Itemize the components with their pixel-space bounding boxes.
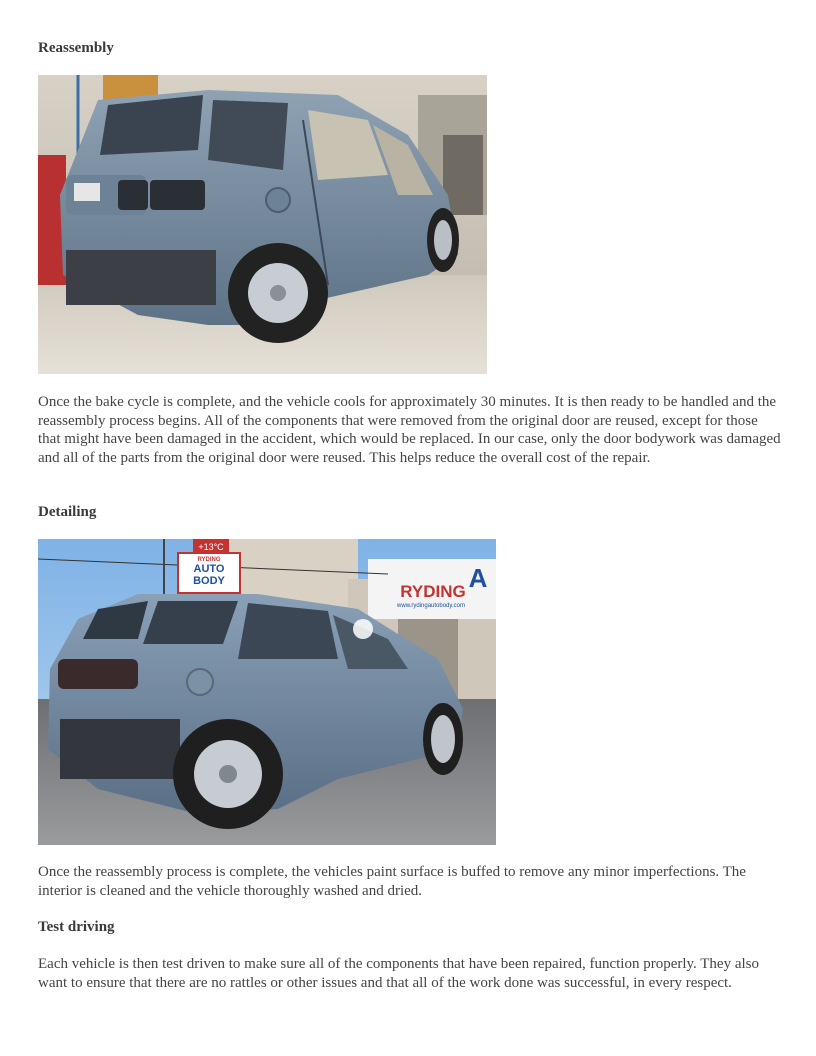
paragraph-test-driving: Each vehicle is then test driven to make sure all of the components that have been repaired, function properly. They also want to ensure that there are no rattles or other issues and that all of the work done was successful, in every respect. xyxy=(38,956,760,991)
heading-test-driving: Test driving xyxy=(38,919,115,935)
photo-detailing-car-outside-shop xyxy=(38,539,496,845)
building-sign-letter: A xyxy=(468,563,488,593)
heading-reassembly: Reassembly xyxy=(38,40,114,56)
building-sign-ryding: RYDING xyxy=(400,582,466,601)
sign-ryding: RYDING xyxy=(197,557,221,563)
photo-reassembly-car-in-shop xyxy=(38,75,487,374)
building-sign-url: www.rydingautobody.com xyxy=(397,603,465,609)
sign-auto: AUTO xyxy=(193,563,225,575)
paragraph-detailing: Once the reassembly process is complete, the vehicles paint surface is buffed to remove any minor imperfections. The interior is cleaned and the vehicle thoroughly washed and dried. xyxy=(38,864,746,899)
sign-temperature: +13°C xyxy=(198,542,224,552)
sign-body: BODY xyxy=(193,575,225,587)
paragraph-reassembly: Once the bake cycle is complete, and the vehicle cools for approximately 30 minutes. It is then ready to be handled and the reassembly process begins. All of the components that were removed from the original door are reused, except for those that might have been damaged in the accident, which would be replaced. In our case, only the door bodywork was damaged and all of the parts from the original door were reused. This helps reduce the overall cost of the repair. xyxy=(38,394,781,467)
heading-detailing: Detailing xyxy=(38,504,97,520)
